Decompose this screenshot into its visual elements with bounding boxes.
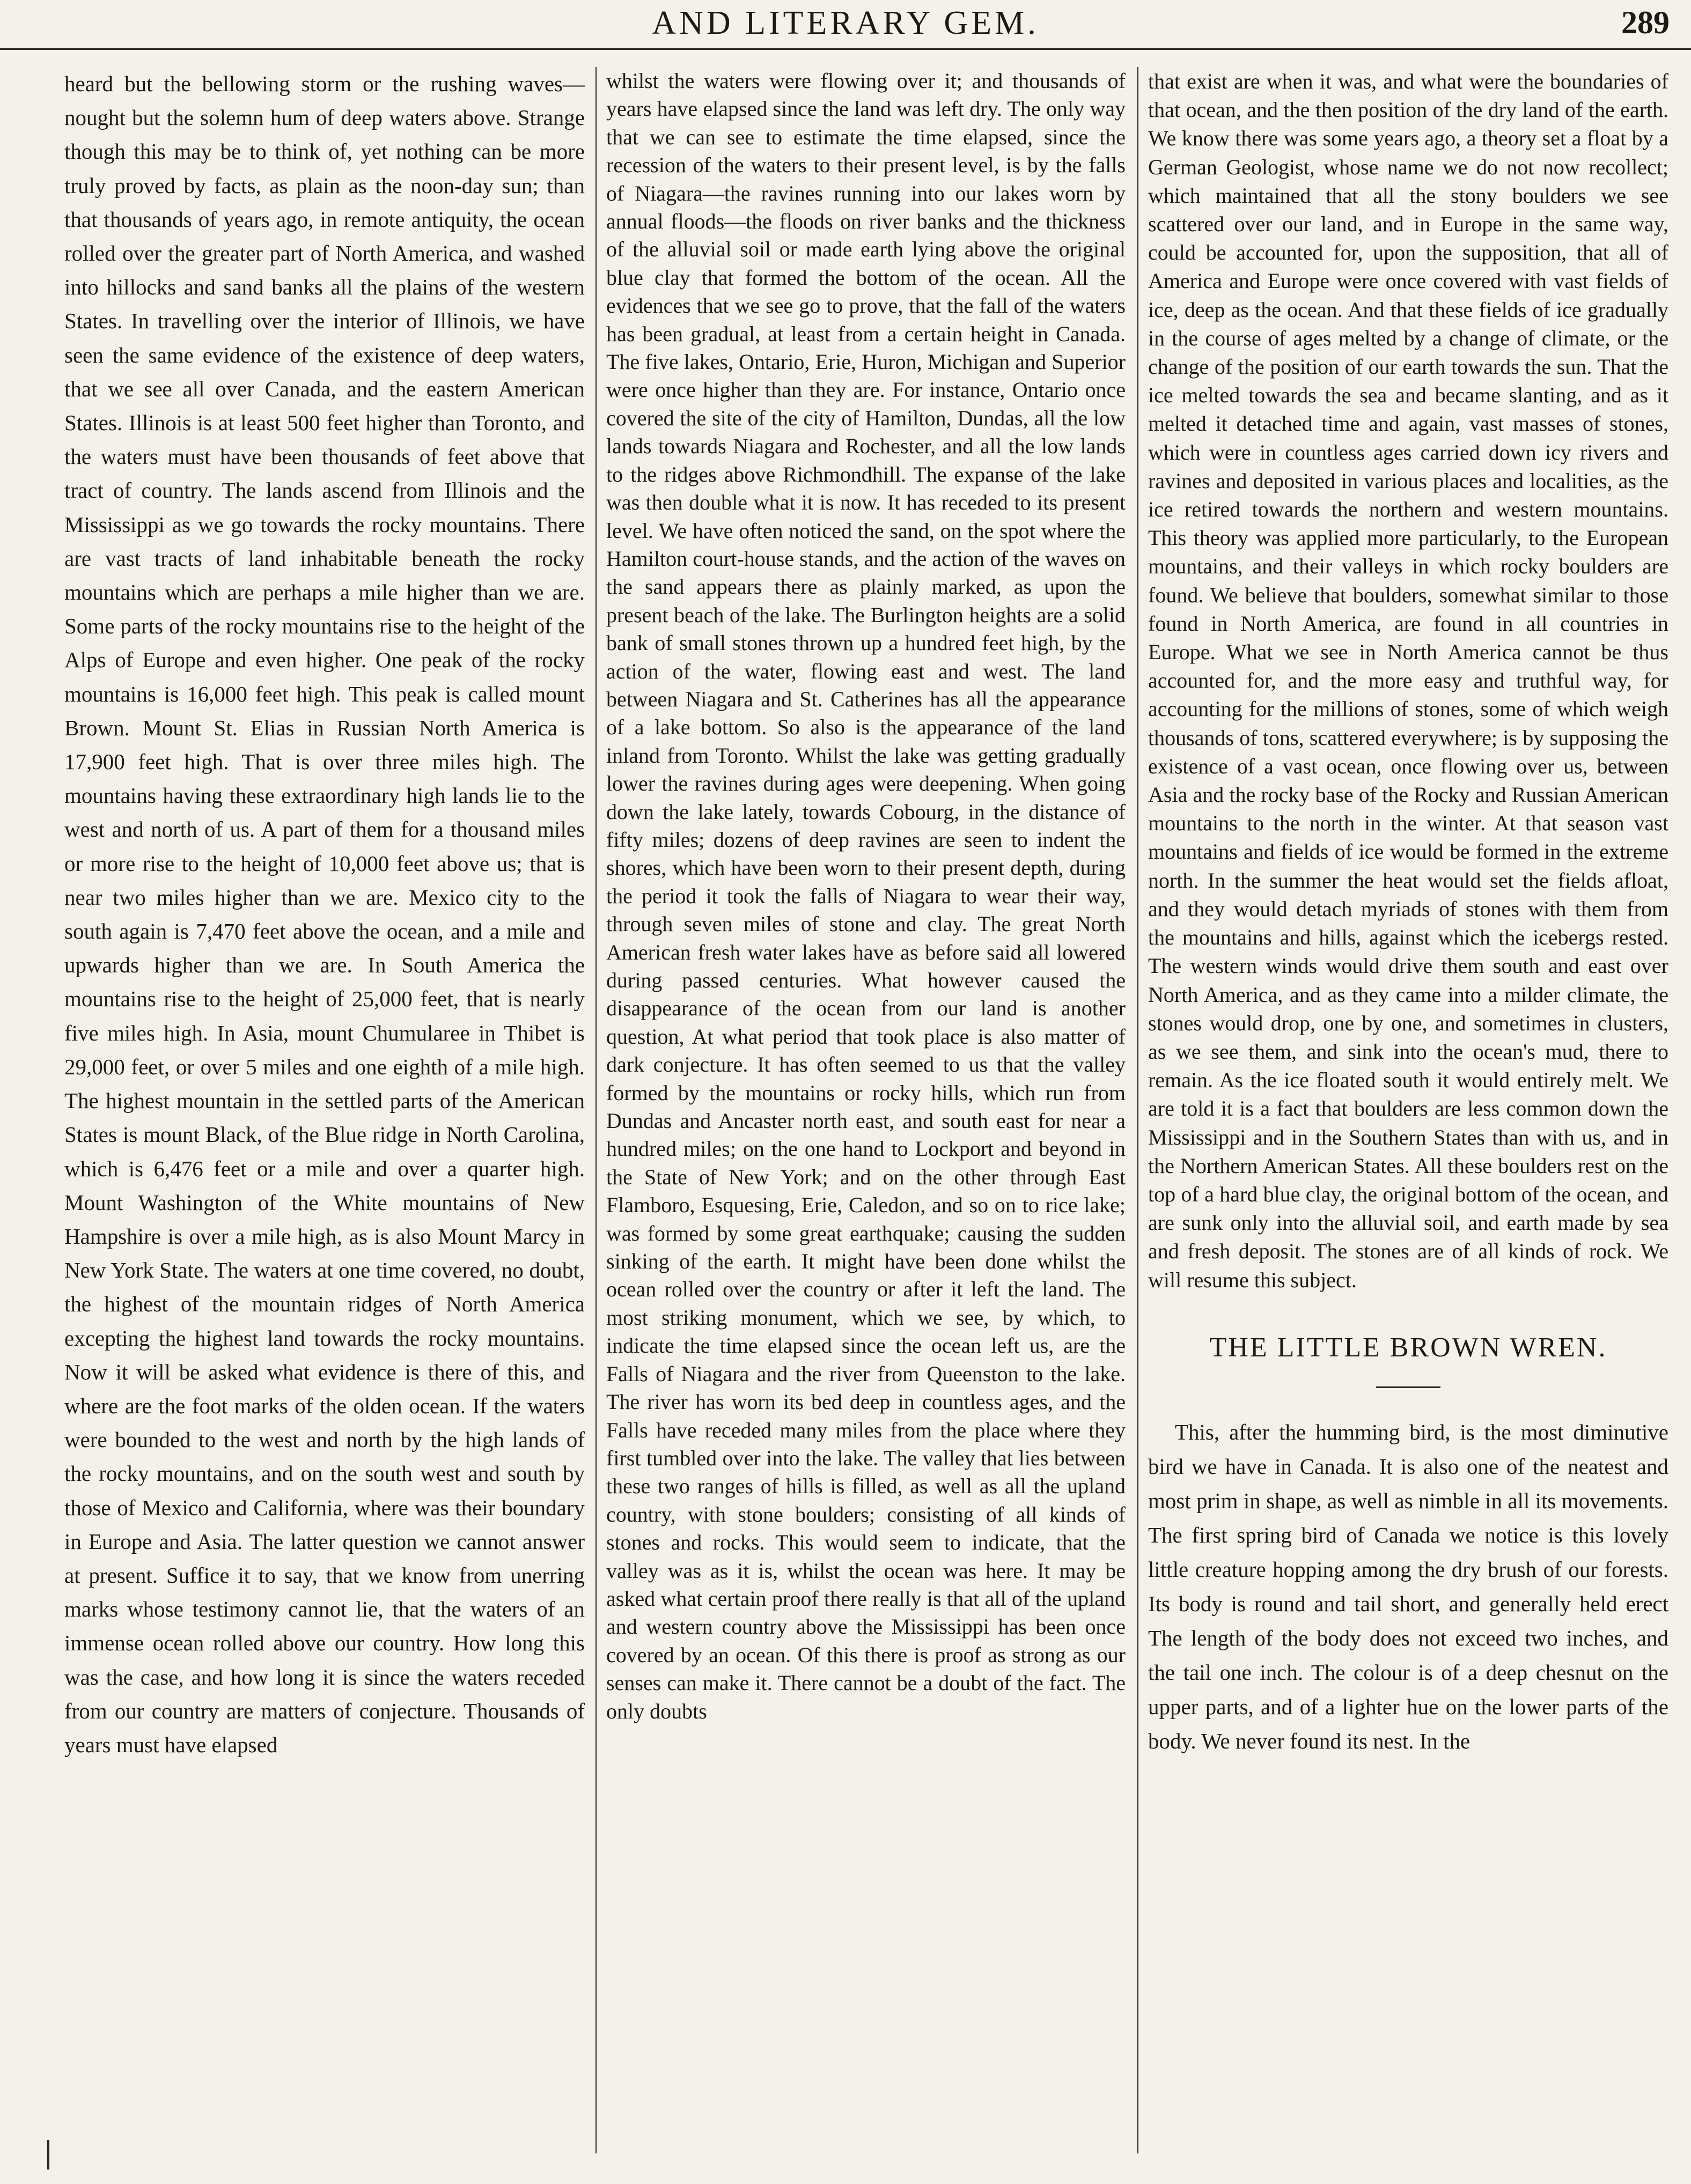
margin-mark xyxy=(47,2140,49,2170)
column-rule-right xyxy=(1137,67,1138,2153)
column-rule-left xyxy=(595,67,597,2153)
running-head xyxy=(0,0,1691,50)
title-divider xyxy=(1376,1386,1440,1388)
article-body: This, after the humming bird, is the most diminutive bird we have in Canada. It is also one of the neatest and most prim in shape, as well as nimble in all its movements. The first spring bird of Canada we notice is this lovely little creature hopping among the dry brush of our forests. Its body is round and tail short, and generally held erect The length of the body does not exceed two inches, and the tail one inch. The colour is of a deep chesnut on the upper parts, and of a lighter hue on the lower parts of the body. We never found its nest. In the xyxy=(1148,1419,1668,1753)
column-right-text: that exist are when it was, and what were the boundaries of that ocean, and the then position of the dry land of the earth. We know there was some years ago, a theory set a float by a German Geologist, whose name we do not now recollect; which maintained that all the stony boulders we see scattered over our land, and in Europe in the same way, could be accounted for, upon the supposition, that all of America and Europe were once covered with vast fields of ice, deep as the ocean. And that these fields of ice gradually in the course of ages melted by a change of climate, or the change of the position of our earth towards the sun. That the ice melted towards the sea and became slanting, and as it melted it detached time and again, vast masses of stones, which were in countless ages carried down icy rivers and ravines and deposited in various places and localities, as the ice retired towards the northern and western mountains. This theory was applied more particularly, to the European mountains, and their valleys in which rocky boulders are found. We believe that boulders, somewhat similar to those found in North America, are found in all countries in Europe. What we see in North America cannot be thus accounted for, and the more easy and truthful way, for accounting for the millions of stones, some of which weigh thousands of tons, scattered everywhere; is by supposing the existence of a vast ocean, once flowing over us, between Asia and the rocky base of the Rocky and Russian American mountains to the north in the winter. At that season vast mountains and fields of ice would be formed in the extreme north. In the summer the heat would set the fields afloat, and they would detach myriads of stones with them from the mountains and hills, against which the icebergs rested. The western winds would drive them south and east over North America, and as they came into a milder climate, the stones would drop, one by one, and sometimes in clusters, as we see them, and sink into the ocean's mud, there to remain. As the ice floated south it would entirely melt. We are told it is a fact that boulders are less common down the Mississippi and in the Southern States than with us, and in the Northern American States. All these boulders rest on the top of a hard blue clay, the original bottom of the ocean, and are sunk only into the alluvial soil, and earth made by sea and fresh deposit. The stones are of all kinds of rock. We will resume this subject. xyxy=(1148,69,1668,1292)
column-left-text: heard but the bellowing storm or the rushing waves—nought but the solemn hum of deep waters above. Strange though this may be to think of, yet nothing can be more truly proved by facts, as plain as the noon-day sun; than that thousands of years ago, in remote antiquity, the ocean rolled over the greater part of North America, and washed into hillocks and sand banks all the plains of the western States. In travelling over the interior of Illinois, we have seen the same evidence of the existence of deep waters, that we see all over Canada, and the eastern American States. Illinois is at least 500 feet higher than Toronto, and the waters must have been thousands of feet above that tract of country. The lands ascend from Illinois and the Mississippi as we go towards the rocky mountains. There are vast tracts of land inhabitable beneath the rocky mountains which are perhaps a mile higher than we are. Some parts of the rocky mountains rise to the height of the Alps of Europe and even higher. One peak of the rocky mountains is 16,000 feet high. This peak is called mount Brown. Mount St. Elias in Russian North America is 17,900 feet high. That is over three miles high. The mountains having these extraordinary high lands lie to the west and north of us. A part of them for a thousand miles or more rise to the height of 10,000 feet above us; that is near two miles higher than we are. Mexico city to the south again is 7,470 feet above the ocean, and a mile and upwards higher than we are. In South America the mountains rise to the height of 25,000 feet, that is nearly five miles high. In Asia, mount Chumularee in Thibet is 29,000 feet, or over 5 miles and one eighth of a mile high. The highest mountain in the settled parts of the American States is mount Black, of the Blue ridge in North Carolina, which is 6,476 feet or a mile and over a quarter high. Mount Washington of the White mountains of New Hampshire is over a mile high, as is also Mount Marcy in New York State. The waters at one time covered, no doubt, the highest of the mountain ridges of North America excepting the highest land towards the rocky mountains. Now it will be asked what evidence is there of this, and where are the foot marks of the olden ocean. If the waters were bounded to the west and north by the high lands of the rocky mountains, and on the south west and south by those of Mexico and California, where was their boundary in Europe and Asia. The latter question we cannot answer at present. Suffice it to say, that we know from unerring marks whose testimony cannot lie, that the waters of an immense ocean rolled above our country. How long this was the case, and how long it is since the waters receded from our country are matters of conjecture. Thousands of years must have elapsed xyxy=(64,71,585,1757)
column-right xyxy=(1148,67,1668,2153)
running-title: AND LITERARY GEM. xyxy=(652,5,1039,41)
column-left xyxy=(64,67,585,2153)
article-title: THE LITTLE BROWN WREN. xyxy=(1209,1332,1607,1363)
page-number: 289 xyxy=(1621,5,1670,40)
column-middle xyxy=(606,67,1126,2153)
column-middle-text: whilst the waters were flowing over it; and thousands of years have elapsed since the land was left dry. The only way that we can see to estimate the time elapsed, since the recession of the waters to their present level, is by the falls of Niagara—the ravines running into our lakes worn by annual floods—the floods on river banks and the thickness of the alluvial soil or made earth lying above the original blue clay that formed the bottom of the ocean. All the evidences that we see go to prove, that the fall of the waters has been gradual, at least from a certain height in Canada. The five lakes, Ontario, Erie, Huron, Michigan and Superior were once higher than they are. For instance, Ontario once covered the site of the city of Hamilton, Dundas, all the low lands towards Niagara and Rochester, and all the low lands to the ridges above Richmondhill. The expanse of the lake was then double what it is now. It has receded to its present level. We have often noticed the sand, on the spot where the Hamilton court-house stands, and the action of the waves on the sand appears there as plainly marked, as upon the present beach of the lake. The Burlington heights are a solid bank of small stones thrown up a hundred feet high, by the action of the water, flowing east and west. The land between Niagara and St. Catherines has all the appearance of a lake bottom. So also is the appearance of the land inland from Toronto. Whilst the lake was getting gradually lower the ravines during ages were deepening. When going down the lake lately, towards Cobourg, in the distance of fifty miles; dozens of deep ravines are seen to indent the shores, which have been worn to their present depth, during the period it took the falls of Niagara to wear their way, through seven miles of stone and clay. The great North American fresh water lakes have as before said all lowered during passed centuries. What however caused the disappearance of the ocean from our land is another question, At what period that took place is also matter of dark conjecture. It has often seemed to us that the valley formed by the mountains or rocky hills, which run from Dundas and Ancaster north east, and south east for near a hundred miles; on the one hand to Lockport and beyond in the State of New York; and on the other through East Flamboro, Esquesing, Erie, Caledon, and so on to rice lake; was formed by some great earthquake; causing the sudden sinking of the earth. It might have been done whilst the ocean rolled over the country or after it left the land. The most striking monument, which we see, by which, to indicate the time elapsed since the ocean left us, are the Falls of Niagara and the river from Queenston to the lake. The river has worn its bed deep in countless ages, and the Falls have receded many miles from the place where they first tumbled over into the lake. The valley that lies between these two ranges of hills is filled, as well as all the upland country, with stone boulders; consisting of all kinds of stones and rocks. This would seem to indicate, that the valley was as it is, whilst the ocean was here. It may be asked what certain proof there really is that all of the upland and western country above the Mississippi has been once covered by an ocean. Of this there is proof as strong as our senses can make it. There cannot be a doubt of the fact. The only doubts xyxy=(606,69,1126,1723)
